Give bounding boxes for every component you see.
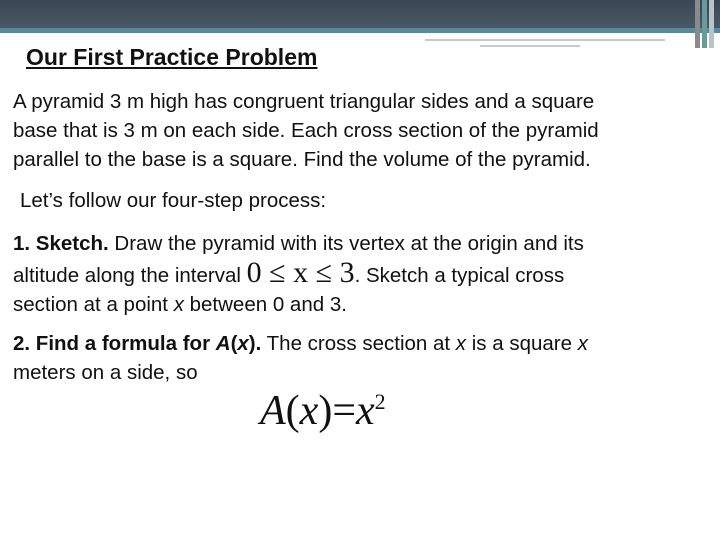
top-banner [0,0,720,28]
area-formula: $A(x)=x^2$ [260,388,386,434]
decorative-line [425,39,665,41]
step-1: 1. Sketch. Draw the pyramid with its vertex at the origin and its altitude along the interval 0 ≤ x ≤ 3. Sketch a typical cross section at a point x between 0 and 3. [13,232,584,316]
intro-text: Let’s follow our four-step process: [20,189,327,212]
interval-expression: 0 ≤ x ≤ 3 [246,256,355,289]
step-2: 2. Find a formula for A(x). The cross section at x is a square x meters on a side, so [13,332,588,384]
problem-statement: A pyramid 3 m high has congruent triangular sides and a square base that is 3 m on each side. Each cross section of the pyramid parallel to the base is a square. Find the volume of the pyramid. [13,90,599,171]
top-banner-accent [0,28,720,33]
corner-stripe [702,0,707,48]
corner-stripe [695,0,700,48]
corner-stripe [709,0,714,48]
slide-title: Our First Practice Problem [26,44,318,70]
decorative-line [480,45,580,47]
